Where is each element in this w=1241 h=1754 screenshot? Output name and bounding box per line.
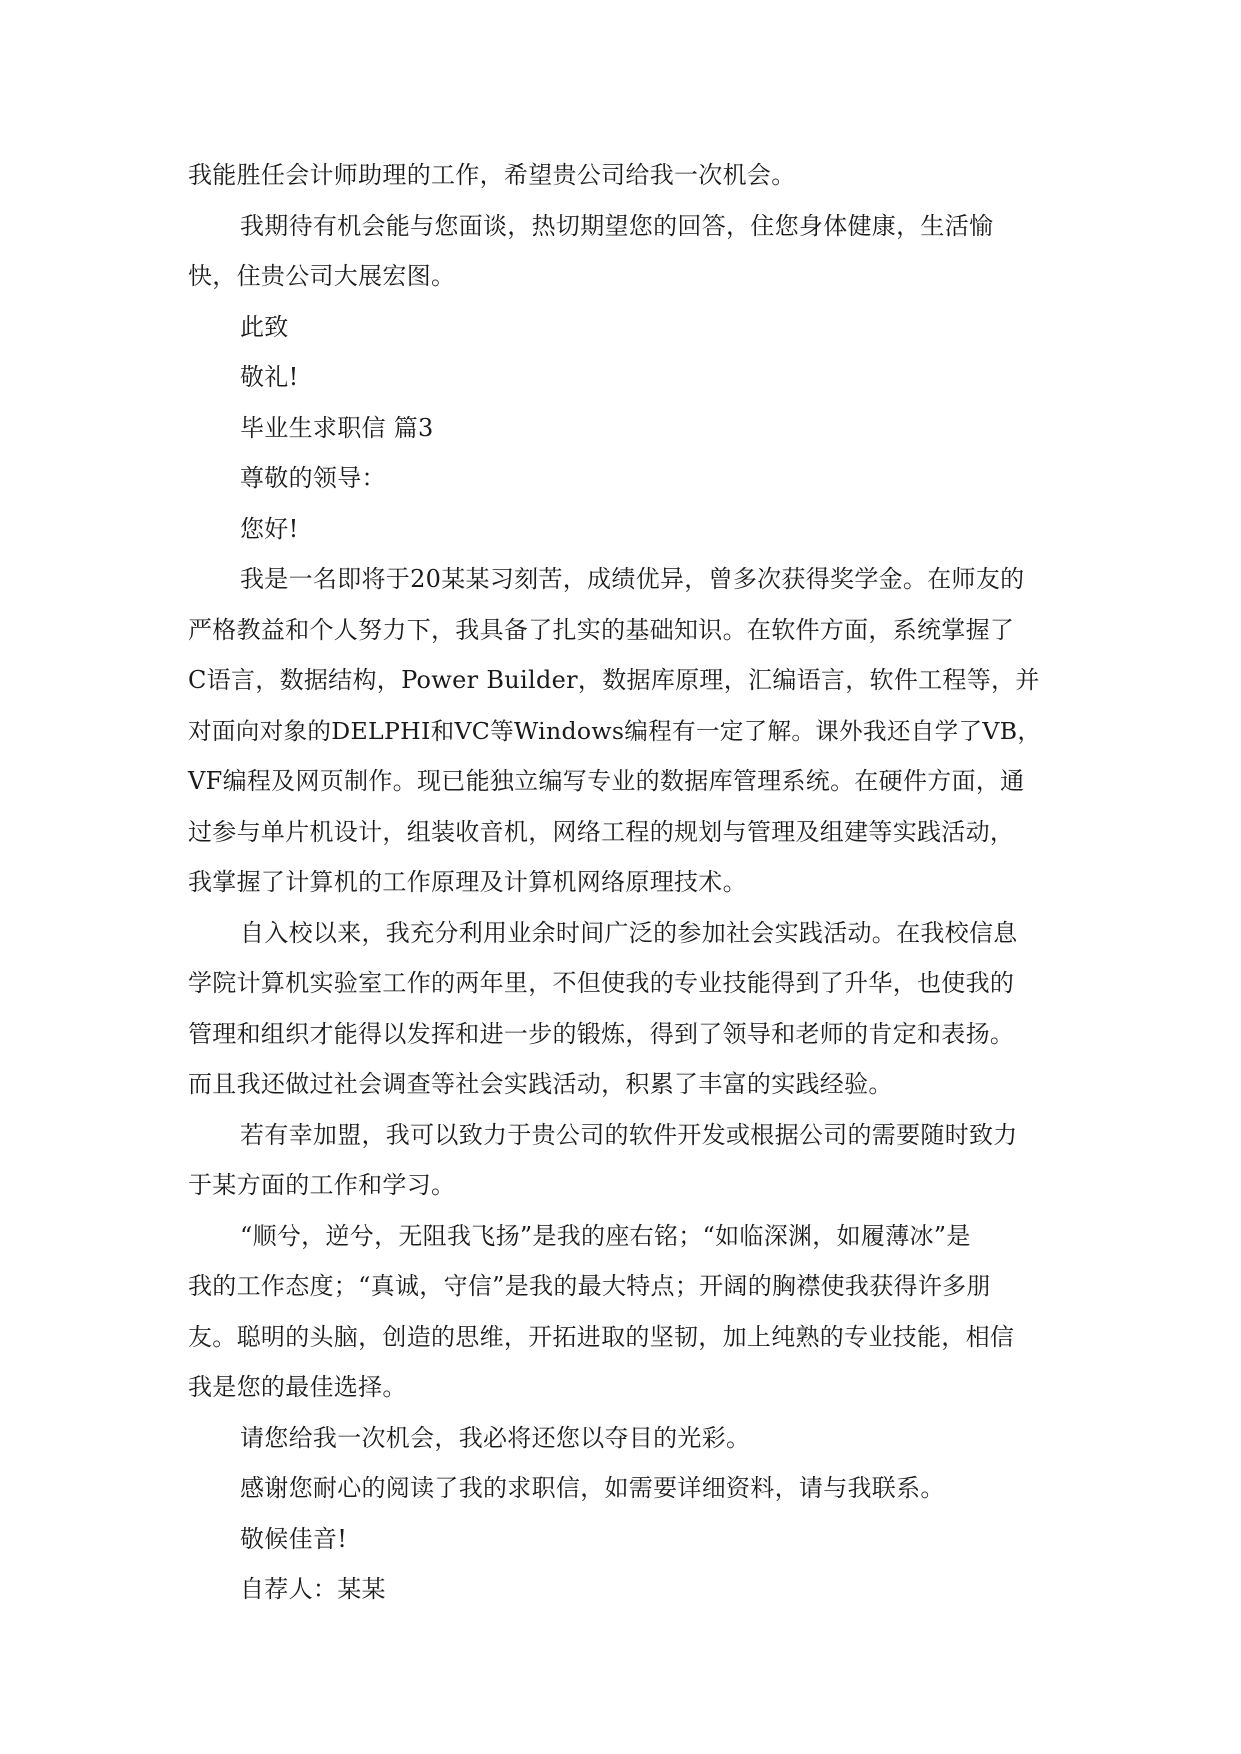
text-line: 严格教益和个人努力下，我具备了扎实的基础知识。在软件方面，系统掌握了 [188,615,1015,644]
text-line: 自入校以来，我充分利用业余时间广泛的参加社会实践活动。在我校信息 [240,918,1018,947]
text-line: 我期待有机会能与您面谈，热切期望您的回答，住您身体健康，生活愉 [240,211,994,240]
section-title: 毕业生求职信 篇3 [240,413,434,442]
text-line: 我能胜任会计师助理的工作，希望贵公司给我一次机会。 [188,161,796,189]
signature: 自荐人：某某 [240,1575,386,1603]
text-line: 管理和组织才能得以发挥和进一步的锻炼，得到了领导和老师的肯定和表扬。 [188,1019,1015,1048]
text-line: “顺兮，逆兮，无阻我飞扬”是我的座右铭；“如临深渊，如履薄冰”是 [240,1221,971,1250]
text-line: 于某方面的工作和学习。 [188,1171,456,1199]
text-line: 若有幸加盟，我可以致力于贵公司的软件开发或根据公司的需要随时致力 [240,1120,1018,1149]
text-line: 快，住贵公司大展宏图。 [188,262,456,290]
text-line: VF编程及网页制作。现已能独立编写专业的数据库管理系统。在硬件方面，通 [188,767,1025,795]
closing-regards: 敬候佳音! [240,1524,348,1553]
text-line: 我掌握了计算机的工作原理及计算机网络原理技术。 [188,868,747,896]
text-line: 感谢您耐心的阅读了我的求职信，如需要详细资料，请与我联系。 [240,1474,945,1502]
greeting: 尊敬的领导： [240,464,386,492]
closing-salutation: 此致 [240,312,289,341]
text-line: 对面向对象的DELPHI和VC等Windows编程有一定了解。课外我还自学了VB， [188,716,1042,745]
text-line: 友。聪明的头脑，创造的思维，开拓进取的坚韧，加上纯熟的专业技能，相信 [188,1322,1015,1351]
text-line: C语言，数据结构，Power Builder，数据库原理，汇编语言，软件工程等，并 [188,666,1040,694]
text-line: 请您给我一次机会，我必将还您以夺目的光彩。 [240,1423,751,1452]
greeting: 您好! [240,514,299,543]
text-line: 学院计算机实验室工作的两年里，不但使我的专业技能得到了升华，也使我的 [188,969,1015,997]
text-line: 我的工作态度；“真诚，守信”是我的最大特点；开阔的胸襟使我获得许多朋 [188,1272,991,1300]
text-line: 我是一名即将于20某某习刻苦，成绩优异，曾多次获得奖学金。在师友的 [240,565,1025,593]
text-line: 过参与单片机设计，组装收音机，网络工程的规划与管理及组建等实践活动， [188,817,1015,846]
closing-regards: 敬礼! [240,363,299,391]
text-line: 而且我还做过社会调查等社会实践活动，积累了丰富的实践经验。 [188,1070,893,1098]
text-line: 我是您的最佳选择。 [188,1373,407,1401]
document-page [188,150,1050,1615]
